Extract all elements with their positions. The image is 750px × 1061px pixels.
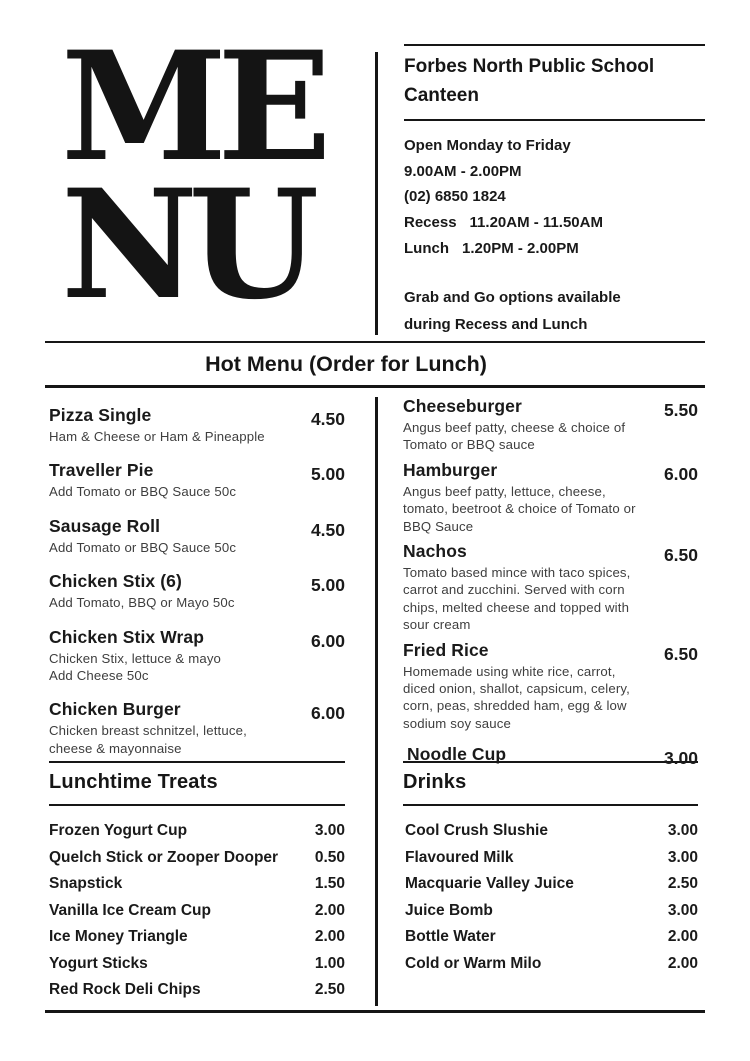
lunch-time-range: 1.20PM - 2.00PM: [462, 239, 579, 257]
lunchtime-treats-list: [49, 806, 345, 998]
list-item: [403, 823, 698, 839]
item-price: 3.00: [314, 822, 345, 839]
item-name: Red Rock Deli Chips: [49, 981, 201, 998]
item-name: Cool Crush Slushie: [405, 822, 548, 839]
item-name: Pizza Single: [49, 405, 152, 425]
list-item: [49, 982, 345, 998]
drinks-heading: Drinks: [403, 761, 698, 806]
menu-body: [45, 392, 705, 1009]
open-days: Open Monday to Friday: [404, 137, 571, 154]
item-name: Cheeseburger: [403, 396, 522, 416]
item-description: Add Tomato or BBQ Sauce 50c: [49, 484, 237, 500]
item-name: Yogurt Sticks: [49, 954, 148, 972]
list-item: [49, 823, 345, 839]
open-times: 9.00AM - 2.00PM: [404, 162, 522, 180]
logo-line-2: NU: [61, 157, 310, 333]
school-name: [404, 44, 705, 121]
list-item: [403, 956, 698, 972]
lunch-times: [404, 236, 705, 262]
item-description: Angus beef patty, cheese & choice of Tomato or BBQ sauce: [403, 420, 626, 453]
item-price: 1.00: [314, 954, 345, 972]
hot-menu-right-items: [403, 392, 698, 769]
lunch-label: Lunch: [404, 239, 449, 257]
list-item: [403, 903, 698, 919]
recess-time-range: 11.20AM - 11.50AM: [469, 214, 603, 232]
left-column: [45, 392, 375, 1009]
menu-item-chicken-stix-wrap: [49, 627, 345, 685]
recess-label: Recess: [404, 214, 457, 232]
school-info-column: [378, 30, 705, 338]
school-name-line-1: Forbes North Public School: [404, 56, 655, 77]
menu-item-nachos: [403, 541, 698, 634]
item-price: 4.50: [310, 409, 345, 429]
item-name: Chicken Stix (6): [49, 571, 182, 592]
list-item: [49, 929, 345, 945]
item-price: 6.00: [310, 703, 345, 724]
item-name: Bottle Water: [405, 928, 496, 945]
item-price: 3.00: [667, 822, 698, 839]
list-item: [49, 876, 345, 892]
top-section: [45, 19, 705, 338]
list-item: [49, 956, 345, 972]
item-name: Quelch Stick or Zooper Dooper: [49, 848, 279, 866]
item-price: 6.50: [663, 545, 698, 566]
logo-line-1: ME: [61, 19, 322, 195]
grab-and-go-note: [404, 284, 705, 338]
item-name: Traveller Pie: [49, 460, 154, 481]
item-price: 3.00: [663, 748, 698, 769]
item-name: Hamburger: [403, 459, 498, 480]
list-item: [49, 903, 345, 919]
item-price: 2.00: [667, 928, 698, 945]
note-line-1: Grab and Go options available: [404, 288, 621, 306]
menu-item-cheeseburger: [403, 396, 698, 454]
item-name: Vanilla Ice Cream Cup: [49, 901, 211, 919]
item-name: Nachos: [403, 541, 467, 562]
item-price: 4.50: [310, 519, 345, 540]
item-name: Flavoured Milk: [405, 848, 514, 866]
item-name: Frozen Yogurt Cup: [49, 822, 188, 839]
menu-item-traveller-pie: [49, 460, 345, 500]
item-price: 5.00: [310, 575, 345, 596]
item-price: 2.50: [667, 875, 698, 892]
menu-item-chicken-burger: [49, 699, 345, 757]
item-price: 2.50: [314, 981, 345, 998]
bottom-rule: [45, 1010, 705, 1013]
logo-column: [45, 19, 375, 338]
vertical-divider-body: [375, 397, 378, 1006]
item-price: 6.50: [663, 643, 698, 664]
item-price: 6.00: [663, 463, 698, 484]
right-column: [375, 392, 705, 1009]
drinks-list: [403, 806, 698, 972]
note-line-2: during Recess and Lunch: [404, 315, 588, 333]
item-description-line-2: Add Cheese 50c: [49, 668, 149, 684]
item-description: Chicken breast schnitzel, lettuce, cheese & mayonnaise: [49, 723, 247, 756]
menu-item-sausage-roll: [49, 516, 345, 556]
item-price: 1.50: [314, 875, 345, 892]
list-item: [403, 929, 698, 945]
menu-logo: [61, 19, 375, 333]
list-item: [403, 876, 698, 892]
item-name: Chicken Burger: [49, 699, 181, 720]
recess-times: [404, 210, 705, 236]
item-name: Fried Rice: [403, 639, 489, 660]
phone-number: (02) 6850 1824: [404, 188, 506, 206]
item-price: 5.50: [663, 400, 698, 420]
item-name: Juice Bomb: [405, 901, 493, 919]
menu-item-pizza-single: [49, 405, 345, 445]
item-name: Sausage Roll: [49, 515, 161, 536]
hot-menu-left-items: [49, 392, 345, 761]
item-name: Snapstick: [49, 875, 123, 892]
item-price: 6.00: [310, 630, 345, 651]
item-description: Homemade using white rice, carrot, diced onion, shallot, capsicum, celery, corn, peas, shredded ham, egg & low sodium soy sauce: [403, 663, 630, 731]
item-price: 3.00: [667, 901, 698, 919]
hot-menu-title: Hot Menu (Order for Lunch): [205, 351, 487, 376]
item-price: 0.50: [314, 848, 345, 866]
hot-menu-title-band: [45, 341, 705, 388]
item-description: Ham & Cheese or Ham & Pineapple: [49, 429, 265, 444]
item-price: 3.00: [667, 848, 698, 866]
item-name: Cold or Warm Milo: [405, 954, 542, 972]
school-name-line-2: Canteen: [404, 84, 479, 106]
item-price: 2.00: [314, 928, 345, 945]
item-price: 2.00: [667, 954, 698, 972]
item-name: Chicken Stix Wrap: [49, 626, 205, 647]
item-price: 5.00: [310, 464, 345, 485]
menu-item-hamburger: [403, 460, 698, 535]
item-name: Macquarie Valley Juice: [405, 875, 574, 892]
list-item: [49, 850, 345, 866]
item-price: 2.00: [314, 901, 345, 919]
item-description: Angus beef patty, lettuce, cheese, tomato, beetroot & choice of Tomato or BBQ Sauce: [403, 483, 636, 534]
item-description: Tomato based mince with taco spices, carrot and zucchini. Served with corn chips, melted cheese and topped with sour cream: [403, 565, 631, 633]
list-item: [403, 850, 698, 866]
item-description: Chicken Stix, lettuce & mayo: [49, 650, 222, 666]
item-description: Add Tomato, BBQ or Mayo 50c: [49, 595, 235, 611]
menu-item-noodle-cup: [403, 738, 698, 769]
opening-hours: [404, 133, 705, 262]
item-description: Add Tomato or BBQ Sauce 50c: [49, 539, 237, 555]
menu-item-chicken-stix: [49, 571, 345, 611]
item-name: Noodle Cup: [407, 744, 507, 765]
menu-item-fried-rice: [403, 640, 698, 733]
lunchtime-treats-heading: Lunchtime Treats: [49, 761, 345, 806]
item-name: Ice Money Triangle: [49, 928, 188, 945]
